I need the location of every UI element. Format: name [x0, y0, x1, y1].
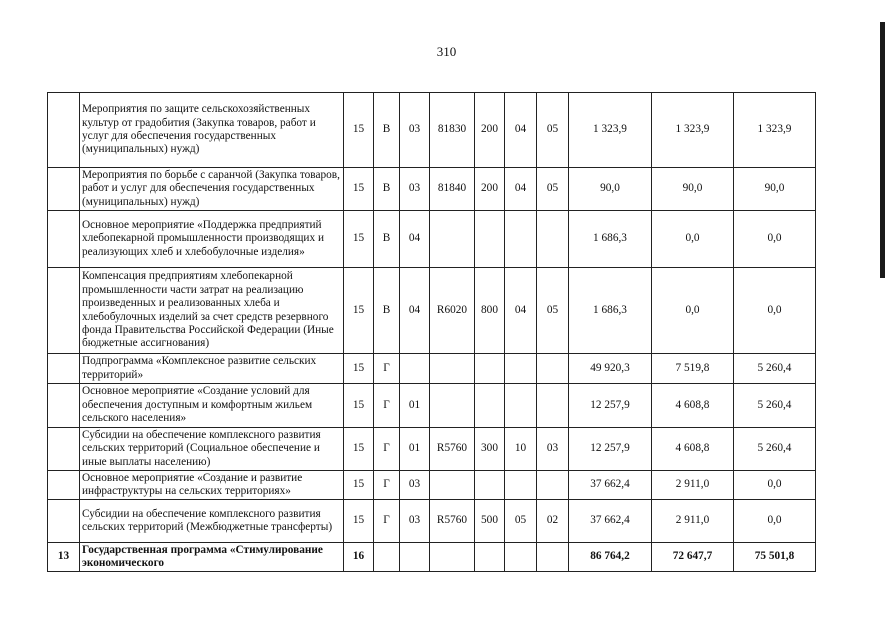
code-section	[505, 354, 537, 384]
code-expense-type	[475, 543, 505, 572]
code-subsection	[537, 384, 569, 428]
amount-year-1: 37 662,4	[569, 471, 652, 500]
code-subprogram	[400, 354, 430, 384]
table-row	[48, 268, 816, 354]
table-row	[48, 500, 816, 543]
code-expense-type	[475, 384, 505, 428]
row-description: Субсидии на обеспечение комплексного развития сельских территорий (Межбюджетные трансферты)	[80, 500, 344, 543]
code-administrator: 15	[344, 211, 374, 268]
row-description: Основное мероприятие «Поддержка предприятий хлебопекарной промышленности производящих и реализующих хлеб и хлебобулочные изделия»	[80, 211, 344, 268]
code-administrator: 15	[344, 268, 374, 354]
code-program: Г	[374, 384, 400, 428]
table-row	[48, 168, 816, 211]
code-subprogram: 03	[400, 93, 430, 168]
code-expense-type: 300	[475, 428, 505, 471]
row-number: 13	[48, 543, 80, 572]
amount-year-2: 7 519,8	[652, 354, 734, 384]
row-number	[48, 500, 80, 543]
code-administrator: 15	[344, 168, 374, 211]
amount-year-1: 90,0	[569, 168, 652, 211]
row-description: Подпрограмма «Комплексное развитие сельских территорий»	[80, 354, 344, 384]
amount-year-3: 0,0	[734, 471, 816, 500]
amount-year-2: 1 323,9	[652, 93, 734, 168]
code-direction	[430, 471, 475, 500]
code-program: В	[374, 93, 400, 168]
amount-year-3: 5 260,4	[734, 428, 816, 471]
amount-year-1: 37 662,4	[569, 500, 652, 543]
row-description: Субсидии на обеспечение комплексного развития сельских территорий (Социальное обеспечение и иные выплаты населению)	[80, 428, 344, 471]
amount-year-3: 75 501,8	[734, 543, 816, 572]
code-section	[505, 384, 537, 428]
row-number	[48, 471, 80, 500]
code-subsection	[537, 471, 569, 500]
row-number	[48, 268, 80, 354]
code-program: В	[374, 268, 400, 354]
page-number: 310	[436, 44, 457, 59]
amount-year-2: 72 647,7	[652, 543, 734, 572]
code-expense-type: 500	[475, 500, 505, 543]
code-subsection: 02	[537, 500, 569, 543]
budget-table	[47, 92, 816, 572]
code-section: 05	[505, 500, 537, 543]
code-program	[374, 543, 400, 572]
row-description: Мероприятия по защите сельскохозяйственных культур от градобития (Закупка товаров, работ и услуг для обеспечения государственных (муниципальных) нужд)	[80, 93, 344, 168]
amount-year-3: 5 260,4	[734, 384, 816, 428]
amount-year-2: 4 608,8	[652, 384, 734, 428]
code-subsection: 03	[537, 428, 569, 471]
row-number	[48, 428, 80, 471]
code-subsection	[537, 354, 569, 384]
amount-year-3: 1 323,9	[734, 93, 816, 168]
code-section: 04	[505, 268, 537, 354]
row-description: Компенсация предприятиям хлебопекарной промышленности части затрат на реализацию произведенных и реализованных хлеба и хлебобулочных изделий за счет средств резервного фонда Правительства Российской Федерации (Иные бюджетные ассигнования)	[80, 268, 344, 354]
table-row	[48, 211, 816, 268]
amount-year-1: 1 686,3	[569, 268, 652, 354]
code-direction: 81840	[430, 168, 475, 211]
table-row	[48, 354, 816, 384]
code-program: Г	[374, 428, 400, 471]
code-direction: R5760	[430, 500, 475, 543]
code-subprogram: 04	[400, 211, 430, 268]
code-administrator: 16	[344, 543, 374, 572]
code-administrator: 15	[344, 384, 374, 428]
code-subsection	[537, 543, 569, 572]
code-subprogram: 01	[400, 384, 430, 428]
code-section: 10	[505, 428, 537, 471]
code-administrator: 15	[344, 354, 374, 384]
code-direction: R5760	[430, 428, 475, 471]
code-direction	[430, 354, 475, 384]
code-subprogram	[400, 543, 430, 572]
code-expense-type: 200	[475, 93, 505, 168]
amount-year-1: 1 686,3	[569, 211, 652, 268]
code-section	[505, 211, 537, 268]
code-section	[505, 543, 537, 572]
row-description: Основное мероприятие «Создание и развитие инфраструктуры на сельских территориях»	[80, 471, 344, 500]
row-description: Основное мероприятие «Создание условий для обеспечения доступным и комфортным жильем сельского населения»	[80, 384, 344, 428]
code-administrator: 15	[344, 93, 374, 168]
code-subprogram: 03	[400, 471, 430, 500]
amount-year-3: 90,0	[734, 168, 816, 211]
code-direction	[430, 543, 475, 572]
amount-year-2: 2 911,0	[652, 500, 734, 543]
scan-edge-shadow	[880, 22, 885, 278]
code-subprogram: 04	[400, 268, 430, 354]
code-section: 04	[505, 93, 537, 168]
code-direction: 81830	[430, 93, 475, 168]
row-number	[48, 354, 80, 384]
code-subprogram: 03	[400, 500, 430, 543]
amount-year-1: 12 257,9	[569, 428, 652, 471]
code-administrator: 15	[344, 500, 374, 543]
amount-year-3: 0,0	[734, 500, 816, 543]
amount-year-2: 0,0	[652, 211, 734, 268]
code-direction	[430, 211, 475, 268]
code-subsection: 05	[537, 268, 569, 354]
code-program: В	[374, 211, 400, 268]
row-number	[48, 93, 80, 168]
amount-year-3: 0,0	[734, 268, 816, 354]
table-row	[48, 543, 816, 572]
table-row	[48, 428, 816, 471]
code-administrator: 15	[344, 428, 374, 471]
code-section: 04	[505, 168, 537, 211]
code-section	[505, 471, 537, 500]
amount-year-2: 4 608,8	[652, 428, 734, 471]
code-expense-type	[475, 354, 505, 384]
code-expense-type	[475, 471, 505, 500]
code-program: Г	[374, 354, 400, 384]
amount-year-1: 1 323,9	[569, 93, 652, 168]
amount-year-1: 86 764,2	[569, 543, 652, 572]
row-number	[48, 211, 80, 268]
row-description: Государственная программа «Стимулирование экономического	[80, 543, 344, 572]
code-direction: R6020	[430, 268, 475, 354]
code-subsection: 05	[537, 93, 569, 168]
code-program: В	[374, 168, 400, 211]
code-direction	[430, 384, 475, 428]
amount-year-2: 2 911,0	[652, 471, 734, 500]
table-row	[48, 384, 816, 428]
code-administrator: 15	[344, 471, 374, 500]
row-number	[48, 168, 80, 211]
amount-year-3: 0,0	[734, 211, 816, 268]
code-expense-type	[475, 211, 505, 268]
code-subprogram: 01	[400, 428, 430, 471]
row-description: Мероприятия по борьбе с саранчой (Закупка товаров, работ и услуг для обеспечения государственных (муниципальных) нужд)	[80, 168, 344, 211]
code-program: Г	[374, 471, 400, 500]
code-subsection	[537, 211, 569, 268]
amount-year-1: 49 920,3	[569, 354, 652, 384]
code-expense-type: 800	[475, 268, 505, 354]
table-row	[48, 93, 816, 168]
table-row	[48, 471, 816, 500]
code-program: Г	[374, 500, 400, 543]
amount-year-1: 12 257,9	[569, 384, 652, 428]
code-subprogram: 03	[400, 168, 430, 211]
row-number	[48, 384, 80, 428]
amount-year-2: 0,0	[652, 268, 734, 354]
code-subsection: 05	[537, 168, 569, 211]
amount-year-2: 90,0	[652, 168, 734, 211]
amount-year-3: 5 260,4	[734, 354, 816, 384]
code-expense-type: 200	[475, 168, 505, 211]
